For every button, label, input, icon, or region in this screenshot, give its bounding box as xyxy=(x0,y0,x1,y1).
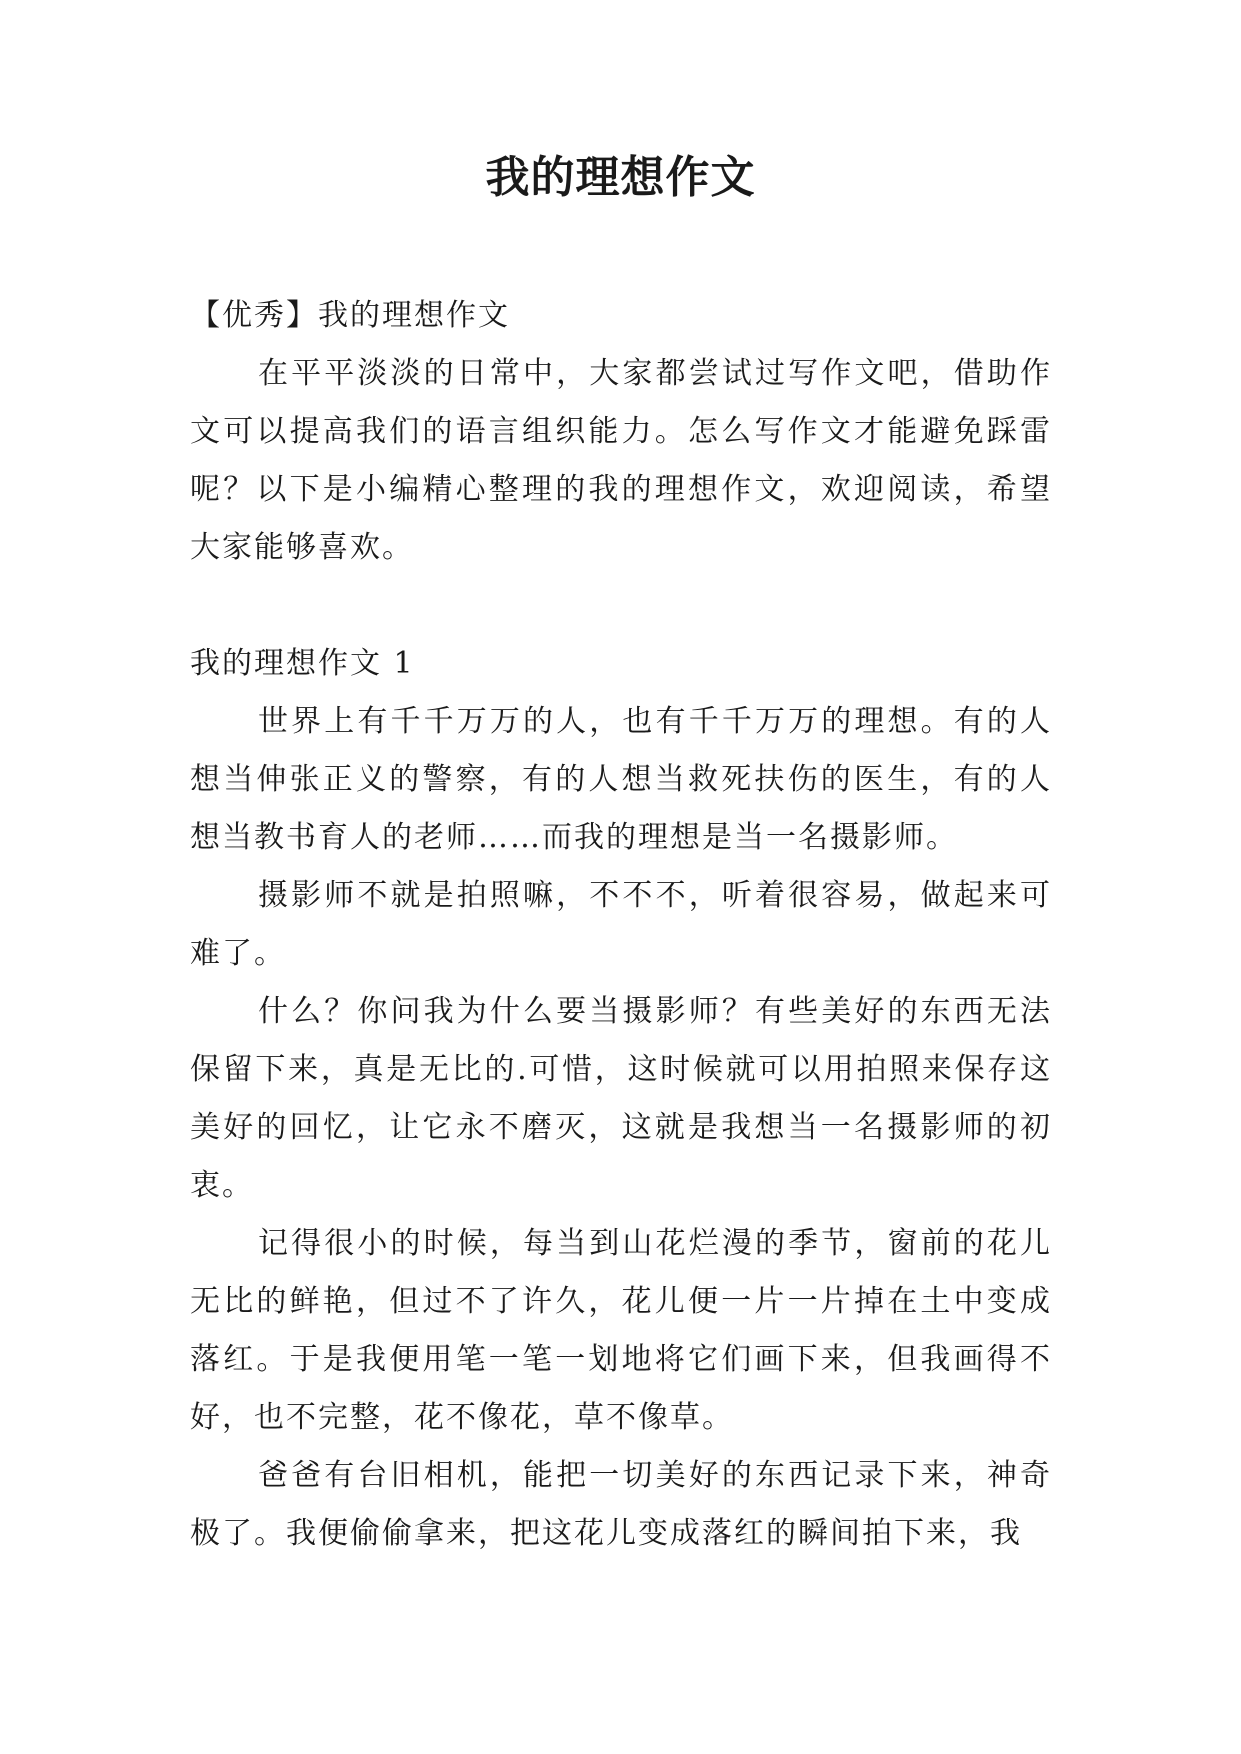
body-paragraph-2: 摄影师不就是拍照嘛，不不不，听着很容易，做起来可难了。 xyxy=(190,878,1052,971)
document-title: 我的理想作文 xyxy=(485,152,756,203)
section-heading: 我的理想作文 1 xyxy=(190,646,415,681)
body-paragraph-1: 世界上有千千万万的人，也有千千万万的理想。有的人想当伸张正义的警察，有的人想当救死扶伤的医生，有的人想当教书育人的老师……而我的理想是当一名摄影师。 xyxy=(190,704,1052,855)
body-paragraph-5: 爸爸有台旧相机，能把一切美好的东西记录下来，神奇极了。我便偷偷拿来，把这花儿变成落红的瞬间拍下来，我 xyxy=(190,1458,1052,1551)
body-paragraph-4: 记得很小的时候，每当到山花烂漫的季节，窗前的花儿无比的鲜艳，但过不了许久，花儿便一片一片掉在土中变成落红。于是我便用笔一笔一划地将它们画下来，但我画得不好，也不完整，花不像花，草不像草。 xyxy=(190,1226,1052,1435)
document-subtitle: 【优秀】我的理想作文 xyxy=(190,298,510,333)
intro-paragraph: 在平平淡淡的日常中，大家都尝试过写作文吧，借助作文可以提高我们的语言组织能力。怎么写作文才能避免踩雷呢？以下是小编精心整理的我的理想作文，欢迎阅读，希望大家能够喜欢。 xyxy=(190,356,1052,565)
document-body xyxy=(190,287,1052,1563)
body-paragraph-3: 什么？你问我为什么要当摄影师？有些美好的东西无法保留下来，真是无比的.可惜，这时候就可以用拍照来保存这美好的回忆，让它永不磨灭，这就是我想当一名摄影师的初衷。 xyxy=(190,994,1052,1203)
